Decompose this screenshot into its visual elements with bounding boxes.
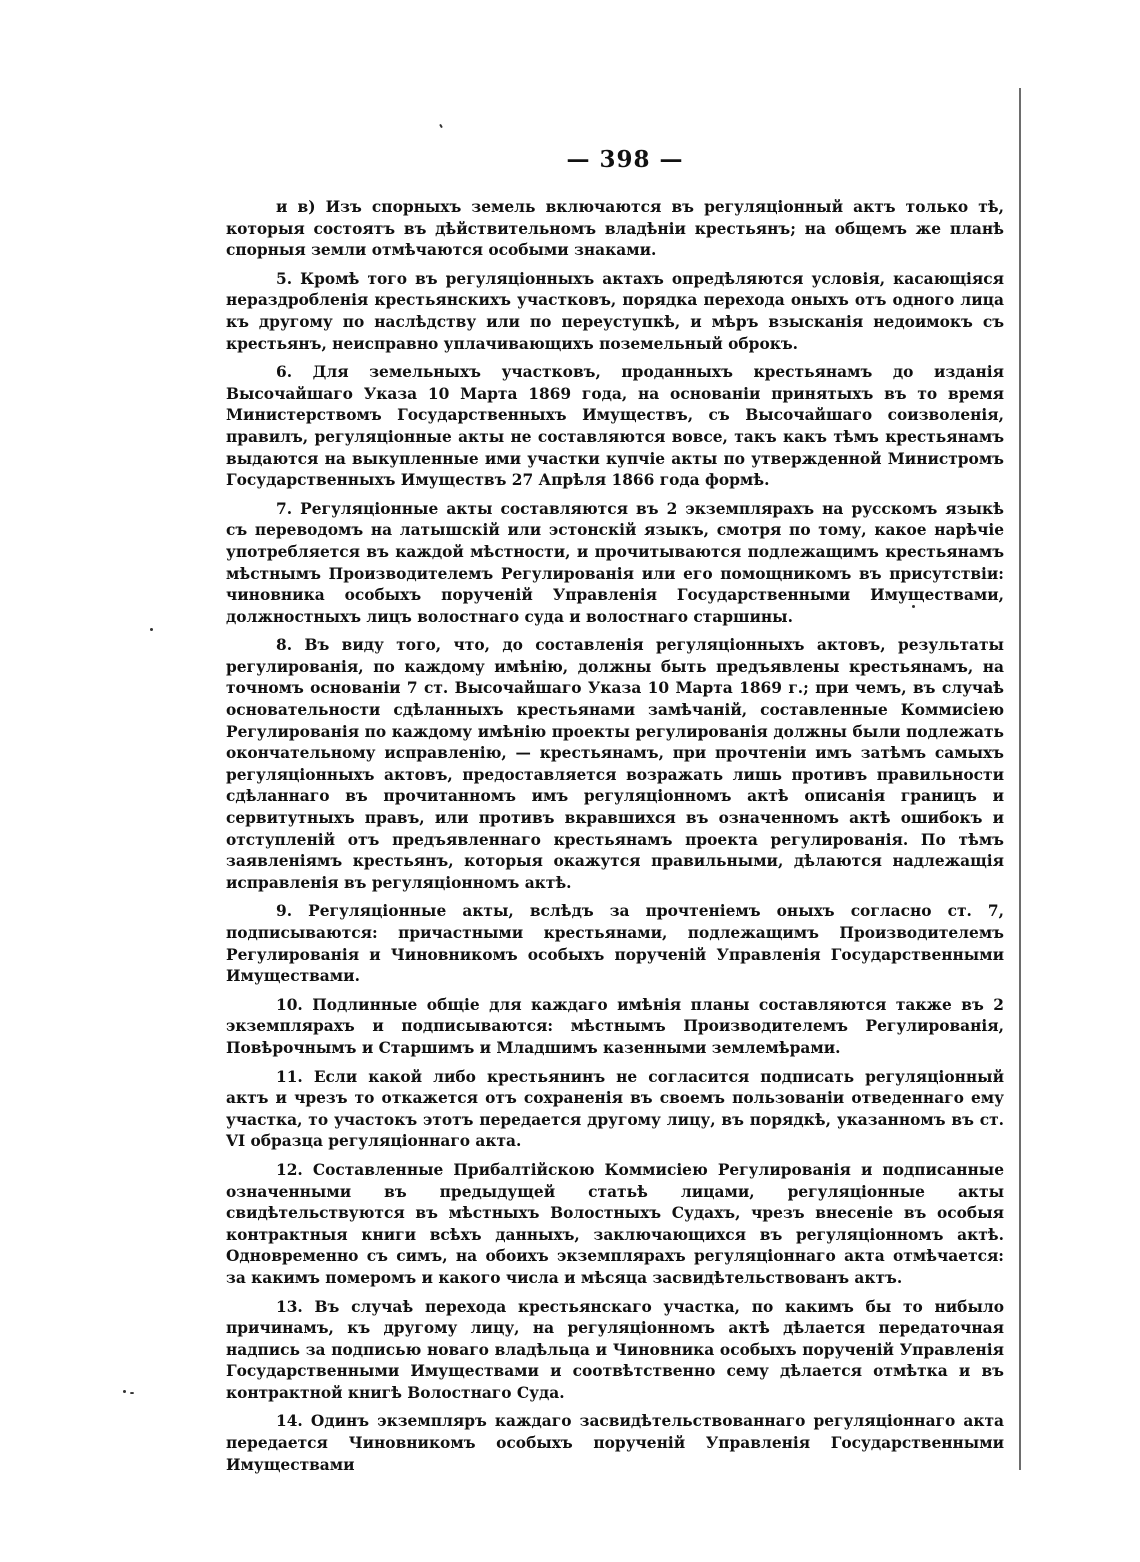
scan-speck bbox=[150, 628, 153, 631]
scan-speck bbox=[439, 124, 443, 128]
paragraph-13: 13. Въ случаѣ перехода крестьянскаго участка, по какимъ бы то нибыло причинамъ, къ другому лицу, на регуляціонномъ актѣ дѣлается передаточная надпись за подписью новаго владѣльца и Чиновника особыхъ порученій Управленія Государственными Имуществами и соотвѣтственно сему дѣлается отмѣтка и въ контрактной книгѣ Волостнаго Суда. bbox=[226, 1297, 1004, 1402]
paragraph-12: 12. Составленные Прибалтійскою Коммисіею Регулированія и подписанные означенными въ предыдущей статьѣ лицами, регуляціонные акты свидѣтельствуются въ мѣстныхъ Волостныхъ Судахъ, чрезъ внесеніе въ особыя контрактныя книги всѣхъ данныхъ, заключающихся въ регуляціонномъ актѣ. Одновременно съ симъ, на обоихъ экземплярахъ регуляціоннаго акта отмѣчается: за какимъ померомъ и какого числа и мѣсяца засвидѣтельствованъ актъ. bbox=[226, 1160, 1004, 1287]
scan-speck bbox=[123, 1390, 126, 1393]
paragraph-6: 6. Для земельныхъ участковъ, проданныхъ крестьянамъ до изданія Высочайшаго Указа 10 Марта 1869 года, на основаніи принятыхъ въ то время Министерствомъ Государственныхъ Имуществъ, съ Высочайшаго соизволенія, правилъ, регуляціонные акты не составляются вовсе, такъ какъ тѣмъ крестьянамъ выдаются на выкупленные ими участки купчіе акты по утвержденной Министромъ Государственныхъ Имуществъ 27 Апрѣля 1866 года формѣ. bbox=[226, 363, 1004, 490]
paragraph-9: 9. Регуляціонные акты, вслѣдъ за прочтеніемъ оныхъ согласно ст. 7, подписываются: причастными крестьянами, подлежащимъ Производителемъ Регулированія и Чиновникомъ особыхъ порученій Управленія Государственными Имуществами. bbox=[226, 902, 1004, 986]
paragraph-10: 10. Подлинные общіе для каждаго имѣнія планы составляются также въ 2 экземплярахъ и подписываются: мѣстнымъ Производителемъ Регулированія, Повѣрочнымъ и Старшимъ и Младшимъ казенными землемѣрами. bbox=[226, 995, 1004, 1057]
paragraph-11: 11. Если какой либо крестьянинъ не согласится подписать регуляціонный актъ и чрезъ то откажется отъ сохраненія въ своемъ пользованіи отведеннаго ему участка, то участокъ этотъ передается другому лицу, въ порядкѣ, указанномъ въ ст. VI образца регуляціоннаго акта. bbox=[226, 1067, 1004, 1151]
scan-speck bbox=[130, 1392, 134, 1394]
page-edge-rule bbox=[1019, 88, 1021, 1470]
page-number: — 398 — bbox=[566, 146, 684, 173]
paragraph-7: 7. Регуляціонные акты составляются въ 2 экземплярахъ на русскомъ языкѣ съ переводомъ на латышскій или эстонскій языкъ, смотря по тому, какое нарѣчіе употребляется въ каждой мѣстности, и прочитываются подлежащимъ крестьянамъ мѣстнымъ Производителемъ Регулированія или его помощникомъ въ присутствіи: чиновника особыхъ порученій Управленія Государственными Имуществами, должностныхъ лицъ волостнаго суда и волостнаго старшины. bbox=[226, 499, 1004, 626]
paragraph-continuation-v: и в) Изъ спорныхъ земель включаются въ регуляціонный актъ только тѣ, которыя состоятъ въ дѣйствительномъ владѣніи крестьянъ; на общемъ же планѣ спорныя земли отмѣчаются особыми знаками. bbox=[226, 198, 1004, 260]
paragraph-8: 8. Въ виду того, что, до составленія регуляціонныхъ актовъ, результаты регулированія, по каждому имѣнію, должны быть предъявлены крестьянамъ, на точномъ основаніи 7 ст. Высочайшаго Указа 10 Марта 1869 г.; при чемъ, въ случаѣ основательности сдѣланныхъ крестьянами замѣчаній, составленные Коммисіею Регулированія по каждому имѣнію проекты регулированія должны были подлежать окончательному исправленію, — крестьянамъ, при прочтеніи имъ затѣмъ самыхъ регуляціонныхъ актовъ, предоставляется возражать лишь противъ правильности сдѣланнаго въ прочитанномъ имъ регуляціонномъ актѣ описанія границъ и сервитутныхъ правъ, или противъ вкравшихся въ означенномъ актѣ ошибокъ и отступленій отъ предъявленнаго крестьянамъ проекта регулированія. По тѣмъ заявленіямъ крестьянъ, которыя окажутся правильными, дѣлаются надлежащія исправленія въ регуляціонномъ актѣ. bbox=[226, 636, 1004, 892]
paragraph-5: 5. Кромѣ того въ регуляціонныхъ актахъ опредѣляются условія, касающіяся нераздробленія крестьянскихъ участковъ, порядка перехода оныхъ отъ одного лица къ другому по наслѣдству или по переуступкѣ, и мѣръ взысканія недоимокъ съ крестьянъ, неисправно уплачивающихъ поземельный оброкъ. bbox=[226, 269, 1004, 353]
paragraph-14: 14. Одинъ экземпляръ каждаго засвидѣтельствованнаго регуляціоннаго акта передается Чиновникомъ особыхъ порученій Управленія Государственными Имуществами bbox=[226, 1412, 1004, 1474]
body-text bbox=[226, 197, 1004, 1483]
